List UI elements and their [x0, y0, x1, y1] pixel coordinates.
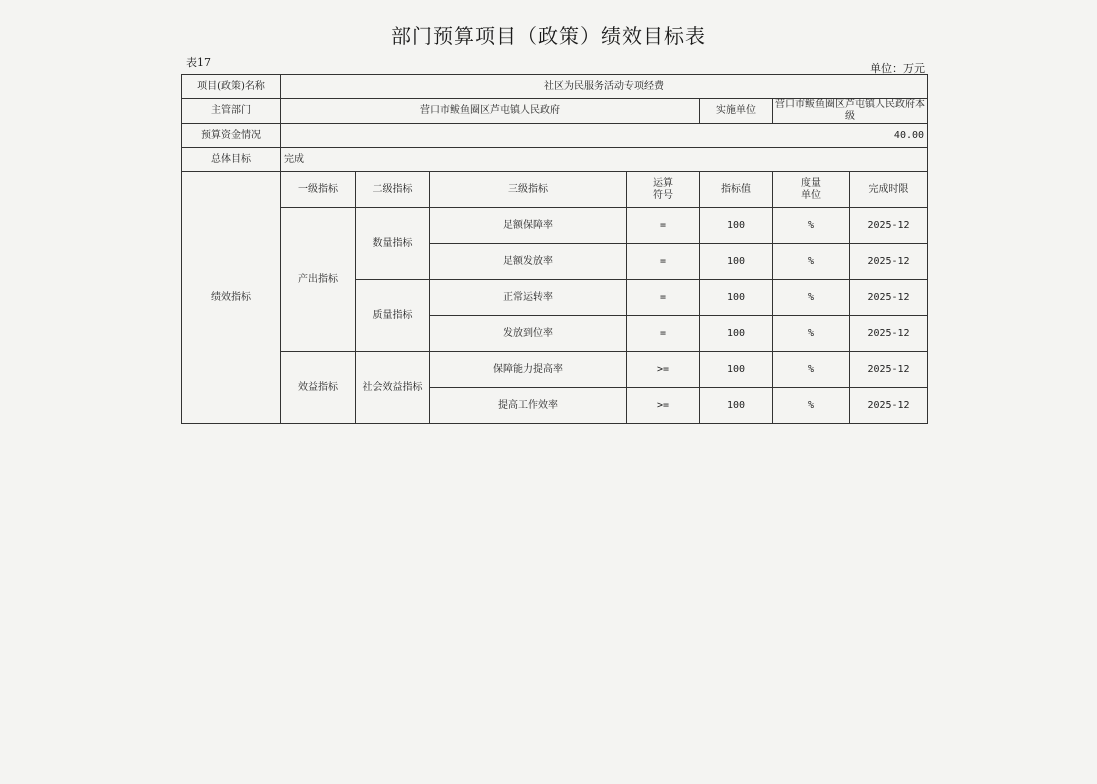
table-number: 表17 — [186, 56, 211, 69]
level3-indicator: 正常运转率 — [430, 280, 627, 316]
measure-unit-cell: % — [773, 352, 850, 388]
row-indicator-header — [182, 172, 928, 208]
performance-table — [181, 74, 928, 424]
header-operator: 运算 符号 — [627, 172, 700, 208]
operator-cell: = — [627, 316, 700, 352]
operator-cell: = — [627, 244, 700, 280]
header-deadline: 完成时限 — [850, 172, 928, 208]
deadline-cell: 2025-12 — [850, 352, 928, 388]
target-value-cell: 100 — [700, 280, 773, 316]
level3-indicator: 发放到位率 — [430, 316, 627, 352]
row-department — [182, 99, 928, 124]
impl-value: 营口市鲅鱼圈区芦屯镇人民政府本级 — [773, 99, 928, 124]
operator-cell: >= — [627, 352, 700, 388]
dept-value: 营口市鲅鱼圈区芦屯镇人民政府 — [281, 99, 700, 124]
operator-cell: >= — [627, 388, 700, 424]
unit-label: 单位：万元 — [870, 62, 925, 75]
indicator-row — [182, 352, 928, 388]
level2-indicator: 社会效益指标 — [356, 352, 430, 424]
level2-indicator: 质量指标 — [356, 280, 430, 352]
header-level1: 一级指标 — [281, 172, 356, 208]
budget-label: 预算资金情况 — [182, 124, 281, 148]
row-project-name — [182, 75, 928, 99]
measure-unit-cell: % — [773, 316, 850, 352]
budget-value: 40.00 — [281, 124, 928, 148]
row-goal — [182, 148, 928, 172]
level2-indicator: 数量指标 — [356, 208, 430, 280]
indicator-section-label: 绩效指标 — [182, 172, 281, 424]
level3-indicator: 提高工作效率 — [430, 388, 627, 424]
deadline-cell: 2025-12 — [850, 280, 928, 316]
target-value-cell: 100 — [700, 316, 773, 352]
deadline-cell: 2025-12 — [850, 316, 928, 352]
row-budget — [182, 124, 928, 148]
deadline-cell: 2025-12 — [850, 388, 928, 424]
dept-label: 主管部门 — [182, 99, 281, 124]
level1-indicator: 产出指标 — [281, 208, 356, 352]
deadline-cell: 2025-12 — [850, 208, 928, 244]
level3-indicator: 足额保障率 — [430, 208, 627, 244]
target-value-cell: 100 — [700, 244, 773, 280]
target-value-cell: 100 — [700, 352, 773, 388]
target-value-cell: 100 — [700, 388, 773, 424]
header-level2: 二级指标 — [356, 172, 430, 208]
measure-unit-cell: % — [773, 388, 850, 424]
measure-unit-cell: % — [773, 280, 850, 316]
header-level3: 三级指标 — [430, 172, 627, 208]
header-unit: 度量 单位 — [773, 172, 850, 208]
goal-label: 总体目标 — [182, 148, 281, 172]
level3-indicator: 足额发放率 — [430, 244, 627, 280]
impl-label: 实施单位 — [700, 99, 773, 124]
header-value: 指标值 — [700, 172, 773, 208]
measure-unit-cell: % — [773, 244, 850, 280]
deadline-cell: 2025-12 — [850, 244, 928, 280]
level1-indicator: 效益指标 — [281, 352, 356, 424]
indicator-row — [182, 208, 928, 244]
goal-value: 完成 — [281, 148, 928, 172]
level3-indicator: 保障能力提高率 — [430, 352, 627, 388]
measure-unit-cell: % — [773, 208, 850, 244]
page-title: 部门预算项目（政策）绩效目标表 — [391, 24, 706, 48]
target-value-cell: 100 — [700, 208, 773, 244]
operator-cell: = — [627, 280, 700, 316]
project-name-label: 项目(政策)名称 — [182, 75, 281, 99]
project-name-value: 社区为民服务活动专项经费 — [281, 75, 928, 99]
operator-cell: = — [627, 208, 700, 244]
